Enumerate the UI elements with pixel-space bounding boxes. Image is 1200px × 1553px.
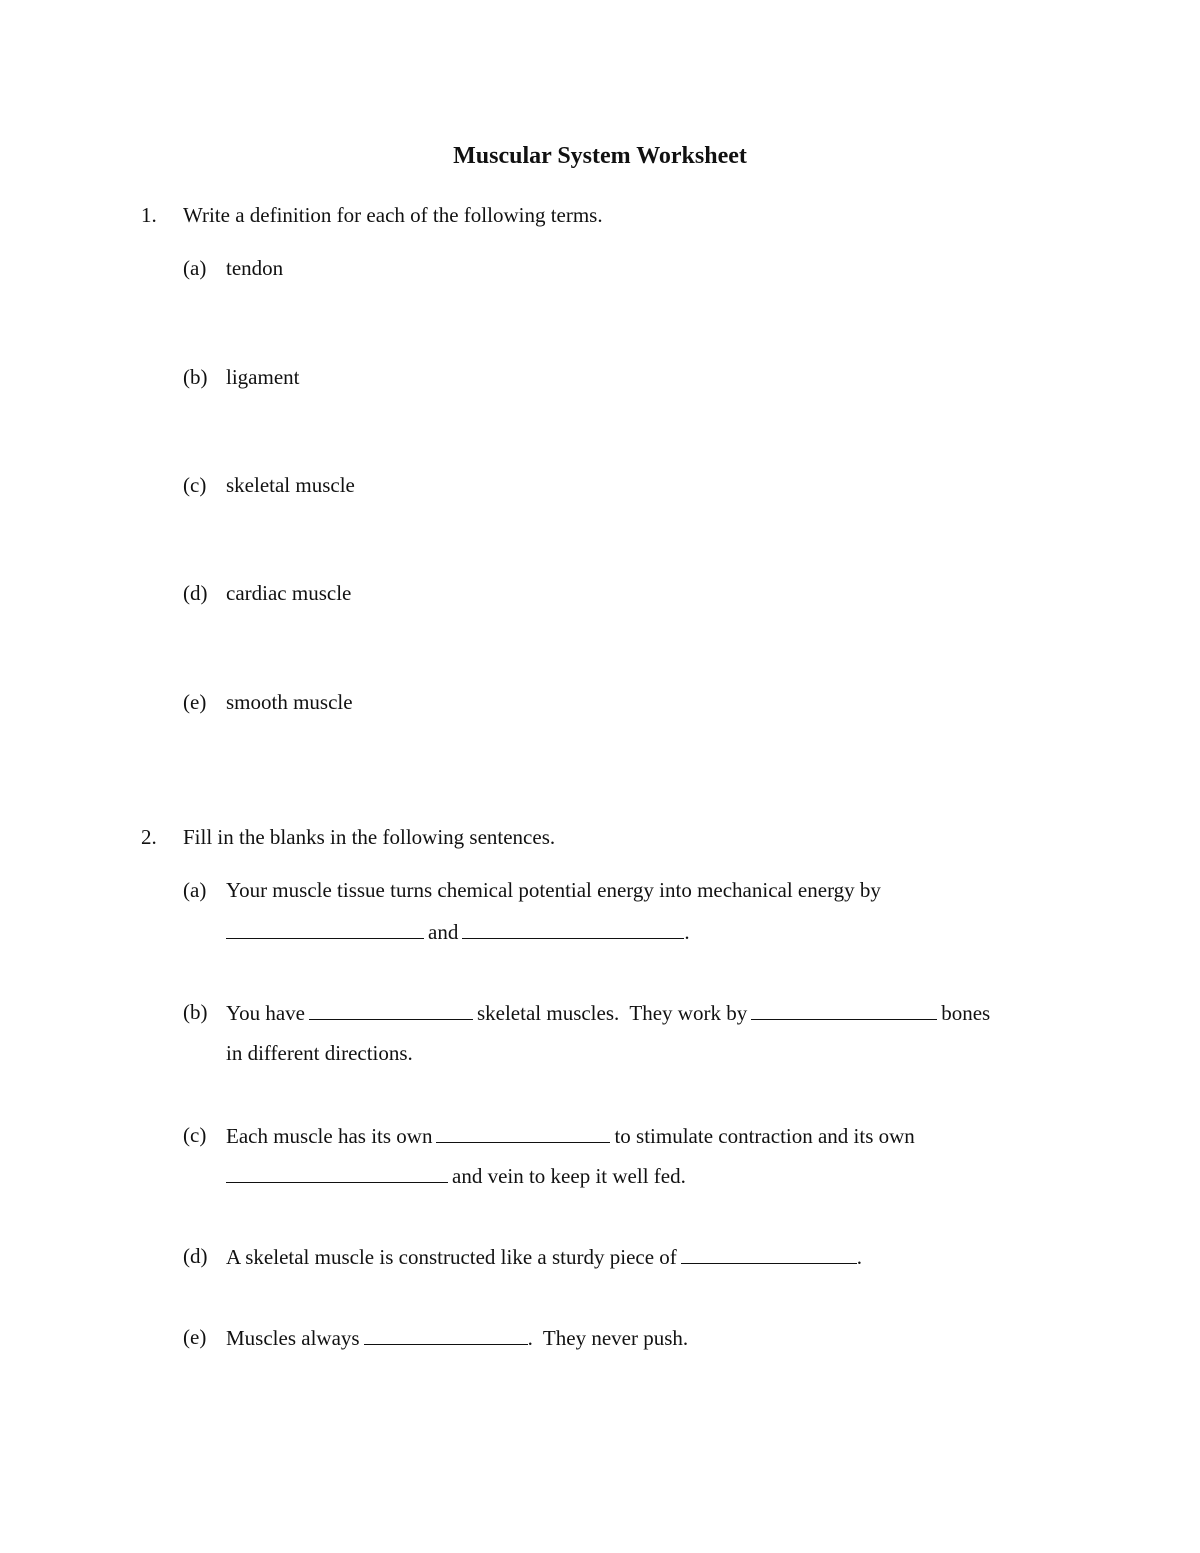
page-title: Muscular System Worksheet [453, 143, 747, 169]
q2-item-e-post: . They never push. [527, 1326, 689, 1350]
q2-item-b-label: (b) [183, 1000, 208, 1024]
q1-item-b-label: (b) [183, 365, 208, 389]
question-2-prompt: Fill in the blanks in the following sentences. [183, 825, 556, 849]
q2-item-b-line1 [226, 999, 990, 1026]
q1-item-d-term: cardiac muscle [226, 581, 352, 605]
q2-item-e-line1 [226, 1324, 688, 1351]
question-1-number: 1. [141, 203, 157, 227]
q2-item-b-line2: in different directions. [226, 1041, 413, 1065]
q2-item-c-line1 [226, 1122, 915, 1149]
fill-blank[interactable] [681, 1243, 857, 1264]
q2-item-a-line2 [226, 918, 690, 945]
q2-item-e-label: (e) [183, 1325, 207, 1349]
q2-item-c-pre: Each muscle has its own [226, 1124, 433, 1148]
q2-item-b-post: bones [941, 1001, 991, 1025]
q1-item-c-label: (c) [183, 473, 207, 497]
fill-blank[interactable] [309, 999, 473, 1020]
q1-item-e-label: (e) [183, 690, 207, 714]
fill-blank[interactable] [436, 1122, 610, 1143]
fill-blank[interactable] [226, 1162, 448, 1183]
q2-item-b-mid: skeletal muscles. They work by [476, 1001, 748, 1025]
q1-item-e-term: smooth muscle [226, 690, 353, 714]
q2-item-c-line2 [226, 1162, 686, 1189]
q2-item-a-end: . [684, 920, 690, 944]
q2-item-d-pre: A skeletal muscle is constructed like a sturdy piece of [226, 1245, 677, 1269]
fill-blank[interactable] [364, 1324, 528, 1345]
q1-item-b-term: ligament [226, 365, 300, 389]
q2-item-c-label: (c) [183, 1123, 207, 1147]
q2-item-d-label: (d) [183, 1244, 208, 1268]
q2-item-a-label: (a) [183, 878, 207, 902]
q1-item-d-label: (d) [183, 581, 208, 605]
q1-item-a-label: (a) [183, 256, 207, 280]
q2-item-b-pre: You have [226, 1001, 305, 1025]
q2-item-d-end: . [856, 1245, 863, 1269]
q2-item-c-post: to stimulate contraction and its own [614, 1124, 915, 1148]
fill-blank[interactable] [226, 918, 424, 939]
q2-item-a-mid: and [428, 920, 459, 944]
fill-blank[interactable] [462, 918, 684, 939]
question-1-prompt: Write a definition for each of the following terms. [183, 203, 603, 227]
q1-item-c-term: skeletal muscle [226, 473, 355, 497]
q2-item-d-line1 [226, 1243, 862, 1270]
q2-item-a-line1: Your muscle tissue turns chemical potential energy into mechanical energy by [226, 878, 881, 902]
q1-item-a-term: tendon [226, 256, 284, 280]
q2-item-e-pre: Muscles always [226, 1326, 360, 1350]
q2-item-c-line2-text: and vein to keep it well fed. [452, 1164, 686, 1188]
fill-blank[interactable] [751, 999, 937, 1020]
question-2-number: 2. [141, 825, 157, 849]
